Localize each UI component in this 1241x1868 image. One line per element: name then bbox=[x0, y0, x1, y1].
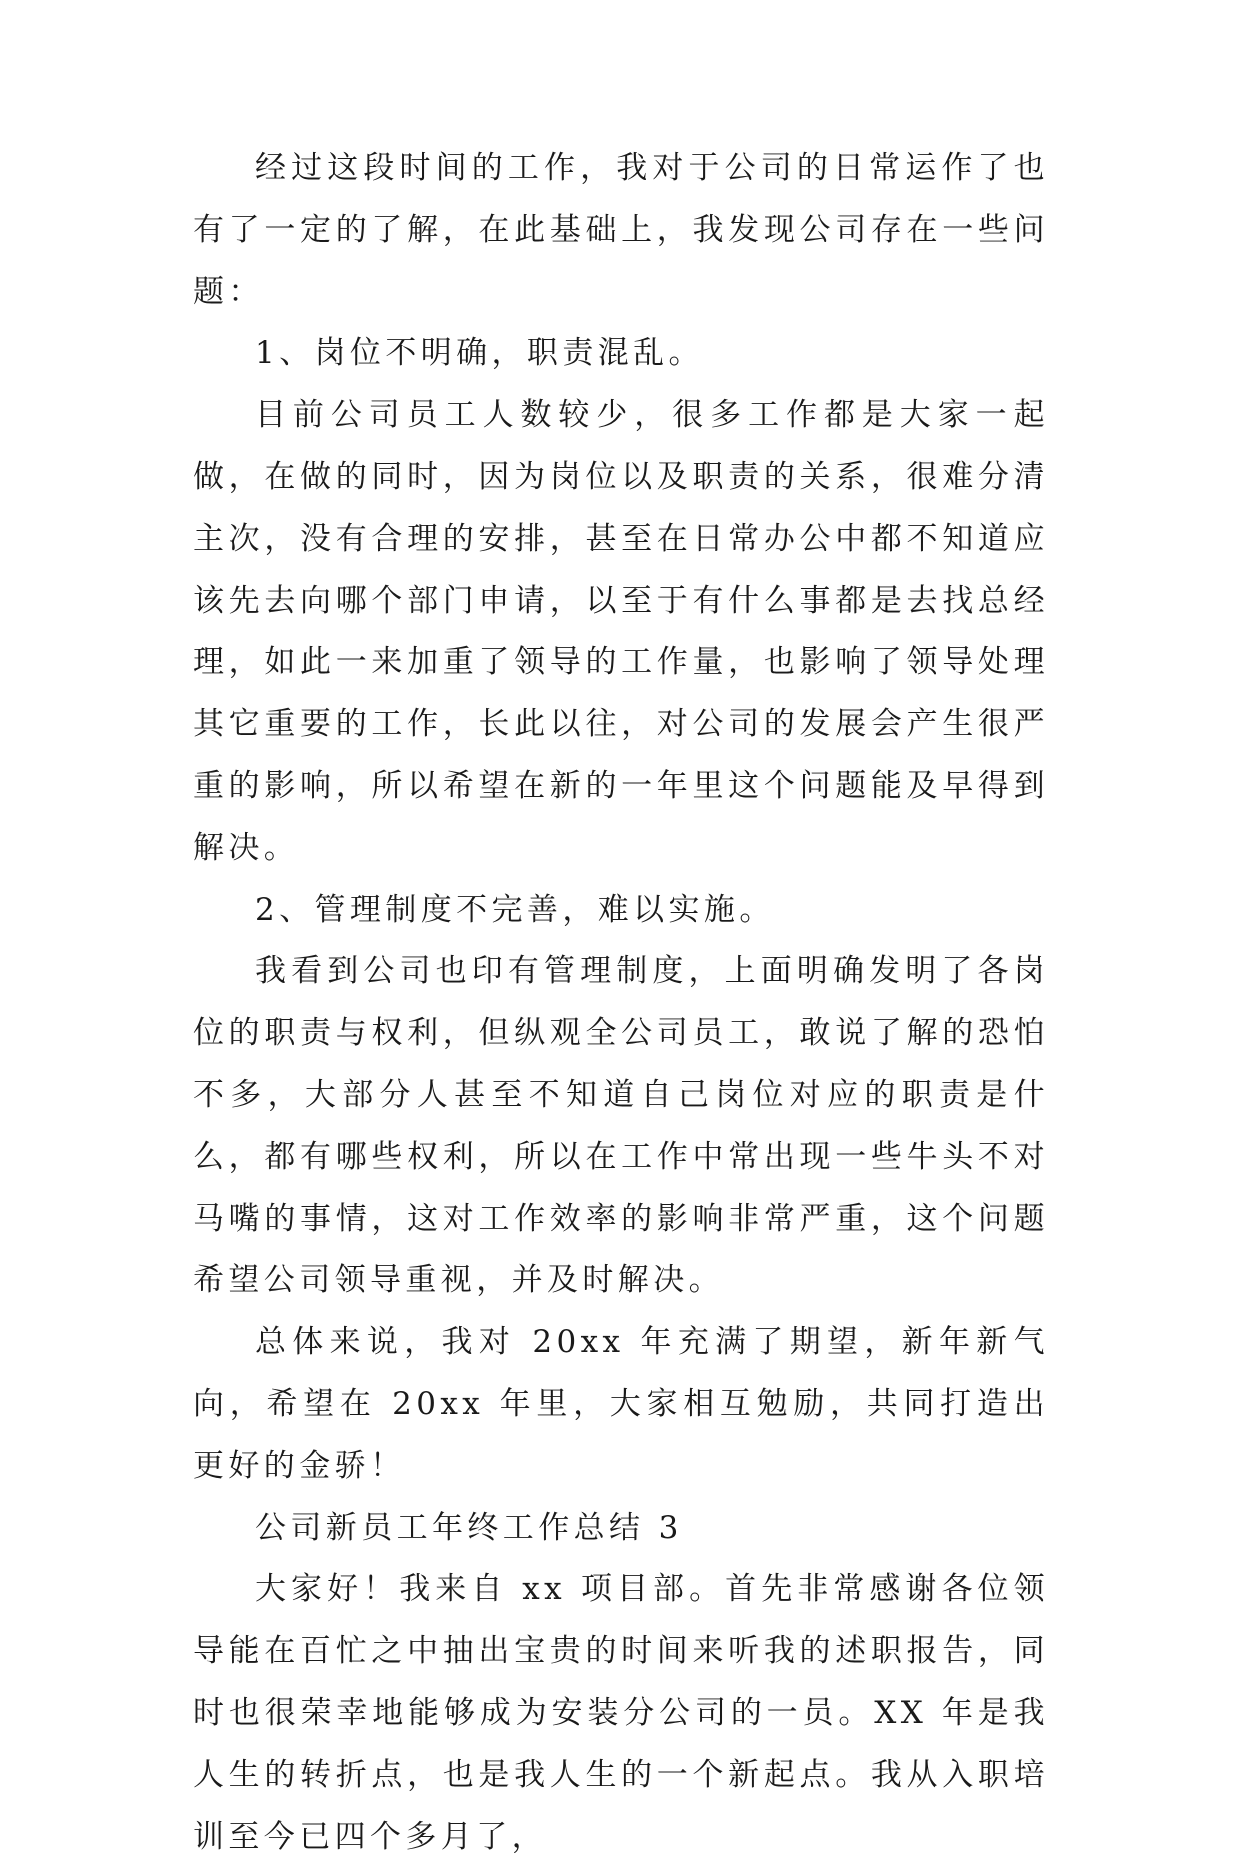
paragraph-intro: 经过这段时间的工作，我对于公司的日常运作了也有了一定的了解，在此基础上，我发现公司存在一些问题： bbox=[193, 150, 1049, 310]
section-title: 公司新员工年终工作总结 3 bbox=[255, 1509, 683, 1546]
point-1-heading: 1、岗位不明确，职责混乱。 bbox=[255, 335, 704, 372]
document-body bbox=[193, 138, 1049, 1868]
conclusion-paragraph: 总体来说，我对 20xx 年充满了期望，新年新气向，希望在 20xx 年里，大家相互勉励，共同打造出更好的金骄！ bbox=[193, 1324, 1049, 1484]
point-1-body: 目前公司员工人数较少，很多工作都是大家一起做，在做的同时，因为岗位以及职责的关系，很难分清主次，没有合理的安排，甚至在日常办公中都不知道应该先去向哪个部门申请，以至于有什么事都是去找总经理，如此一来加重了领导的工作量，也影响了领导处理其它重要的工作，长此以往，对公司的发展会产生很严重的影响，所以希望在新的一年里这个问题能及早得到解决。 bbox=[193, 397, 1049, 866]
point-2-heading: 2、管理制度不完善，难以实施。 bbox=[255, 891, 775, 928]
report-opening-paragraph: 大家好！我来自 xx 项目部。首先非常感谢各位领导能在百忙之中抽出宝贵的时间来听我的述职报告，同时也很荣幸地能够成为安装分公司的一员。XX 年是我人生的转折点，也是我人生的一个新起点。我从入职培训至今已四个多月了， bbox=[193, 1571, 1049, 1855]
point-2-body: 我看到公司也印有管理制度，上面明确发明了各岗位的职责与权利，但纵观全公司员工，敢说了解的恐怕不多，大部分人甚至不知道自己岗位对应的职责是什么，都有哪些权利，所以在工作中常出现一些牛头不对马嘴的事情，这对工作效率的影响非常严重，这个问题希望公司领导重视，并及时解决。 bbox=[193, 953, 1049, 1299]
